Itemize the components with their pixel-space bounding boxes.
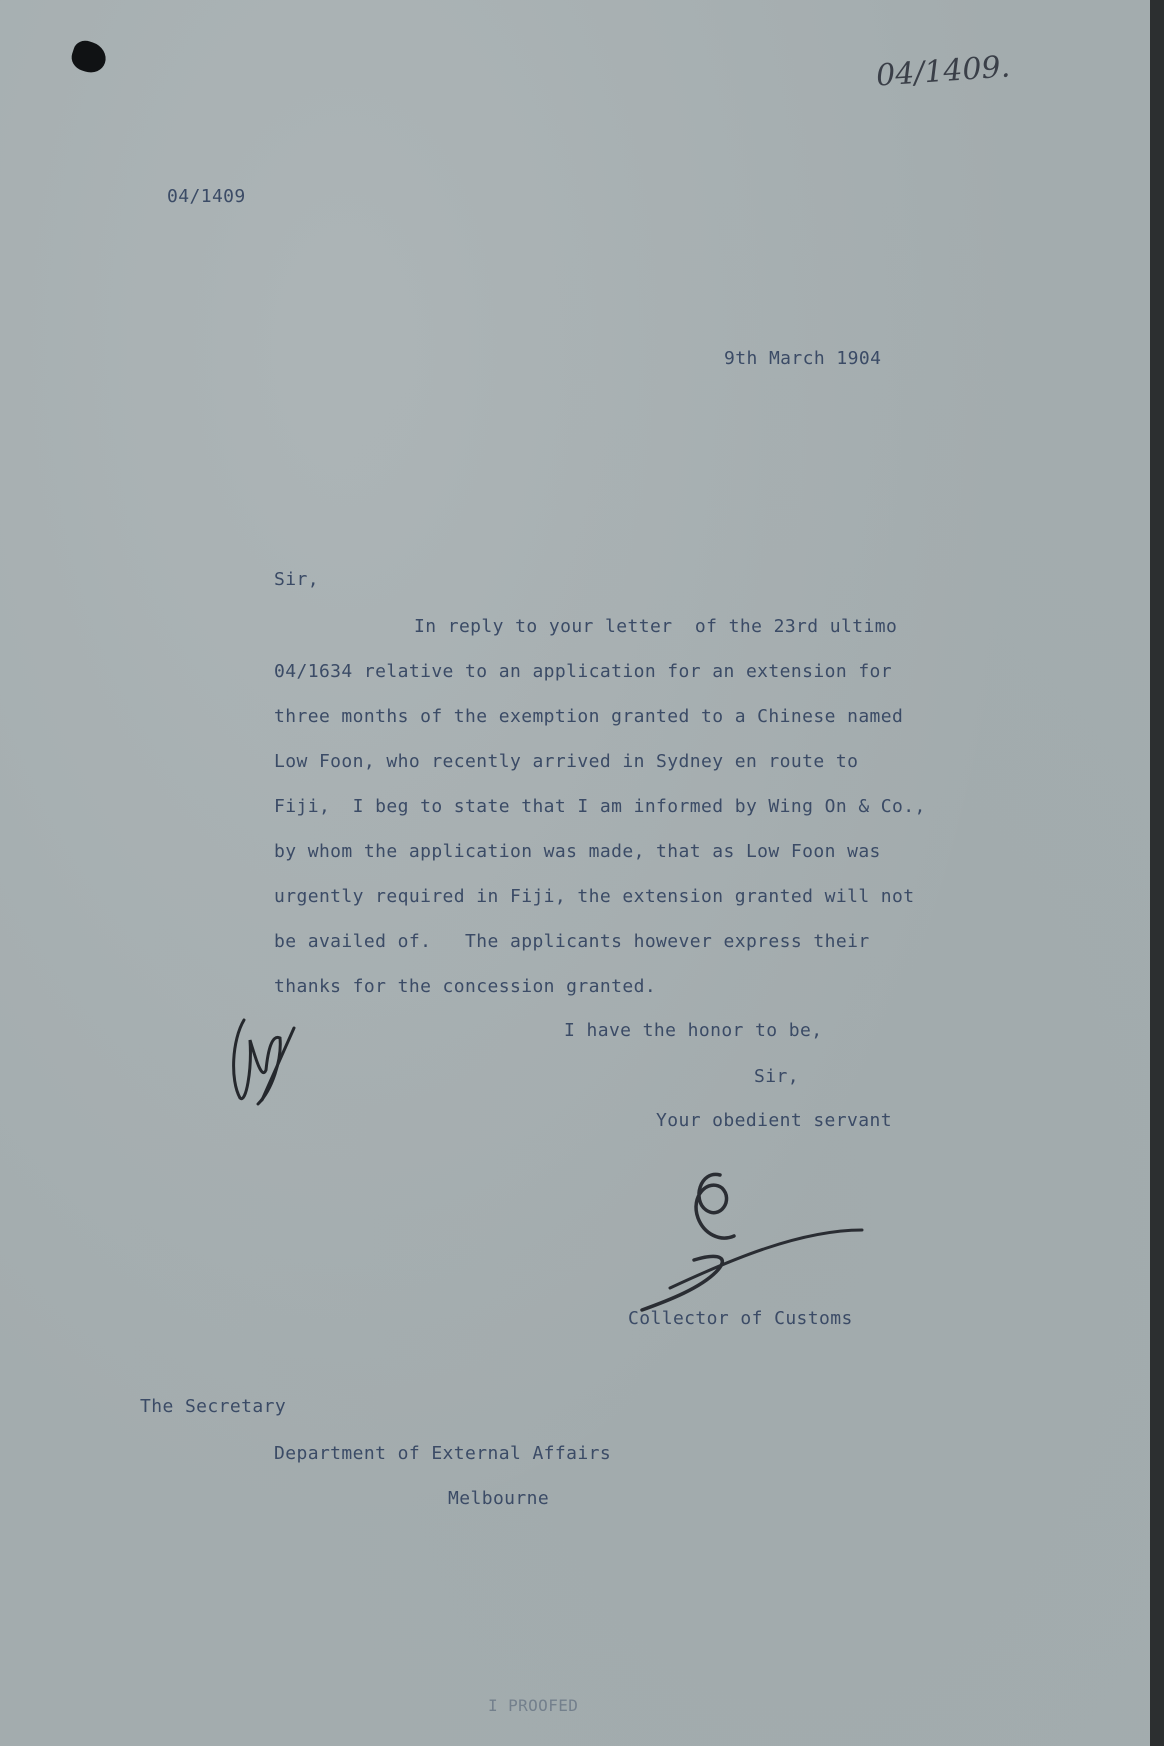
addressee-name: The Secretary xyxy=(140,1396,287,1417)
faint-stamp: I PROOFED xyxy=(488,1696,579,1715)
body-line: Low Foon, who recently arrived in Sydney en route to xyxy=(274,751,859,772)
closing-sir: Sir, xyxy=(754,1066,799,1087)
closing-honor: I have the honor to be, xyxy=(564,1020,823,1041)
letter-date: 9th March 1904 xyxy=(724,348,882,369)
body-line: by whom the application was made, that as Low Foon was xyxy=(274,841,881,862)
page-edge-shadow xyxy=(1150,0,1164,1746)
punch-hole-mark xyxy=(68,37,110,76)
body-line: thanks for the concession granted. xyxy=(274,976,657,997)
handwritten-reference: 04/1409. xyxy=(874,49,1012,94)
body-line: Fiji, I beg to state that I am informed by Wing On & Co., xyxy=(274,796,926,817)
body-line: In reply to your letter of the 23rd ultimo xyxy=(414,616,898,637)
signatory-title: Collector of Customs xyxy=(628,1308,853,1329)
addressee-city: Melbourne xyxy=(448,1488,550,1509)
body-line: 04/1634 relative to an application for an extension for xyxy=(274,661,893,682)
closing-servant: Your obedient servant xyxy=(656,1110,892,1131)
initials-signature xyxy=(222,1000,302,1110)
file-reference: 04/1409 xyxy=(167,186,246,207)
addressee-department: Department of External Affairs xyxy=(274,1443,612,1464)
body-line: three months of the exemption granted to a Chinese named xyxy=(274,706,904,727)
collector-signature xyxy=(630,1160,880,1320)
body-line: urgently required in Fiji, the extension granted will not xyxy=(274,886,915,907)
salutation: Sir, xyxy=(274,569,319,590)
body-line: be availed of. The applicants however express their xyxy=(274,931,870,952)
